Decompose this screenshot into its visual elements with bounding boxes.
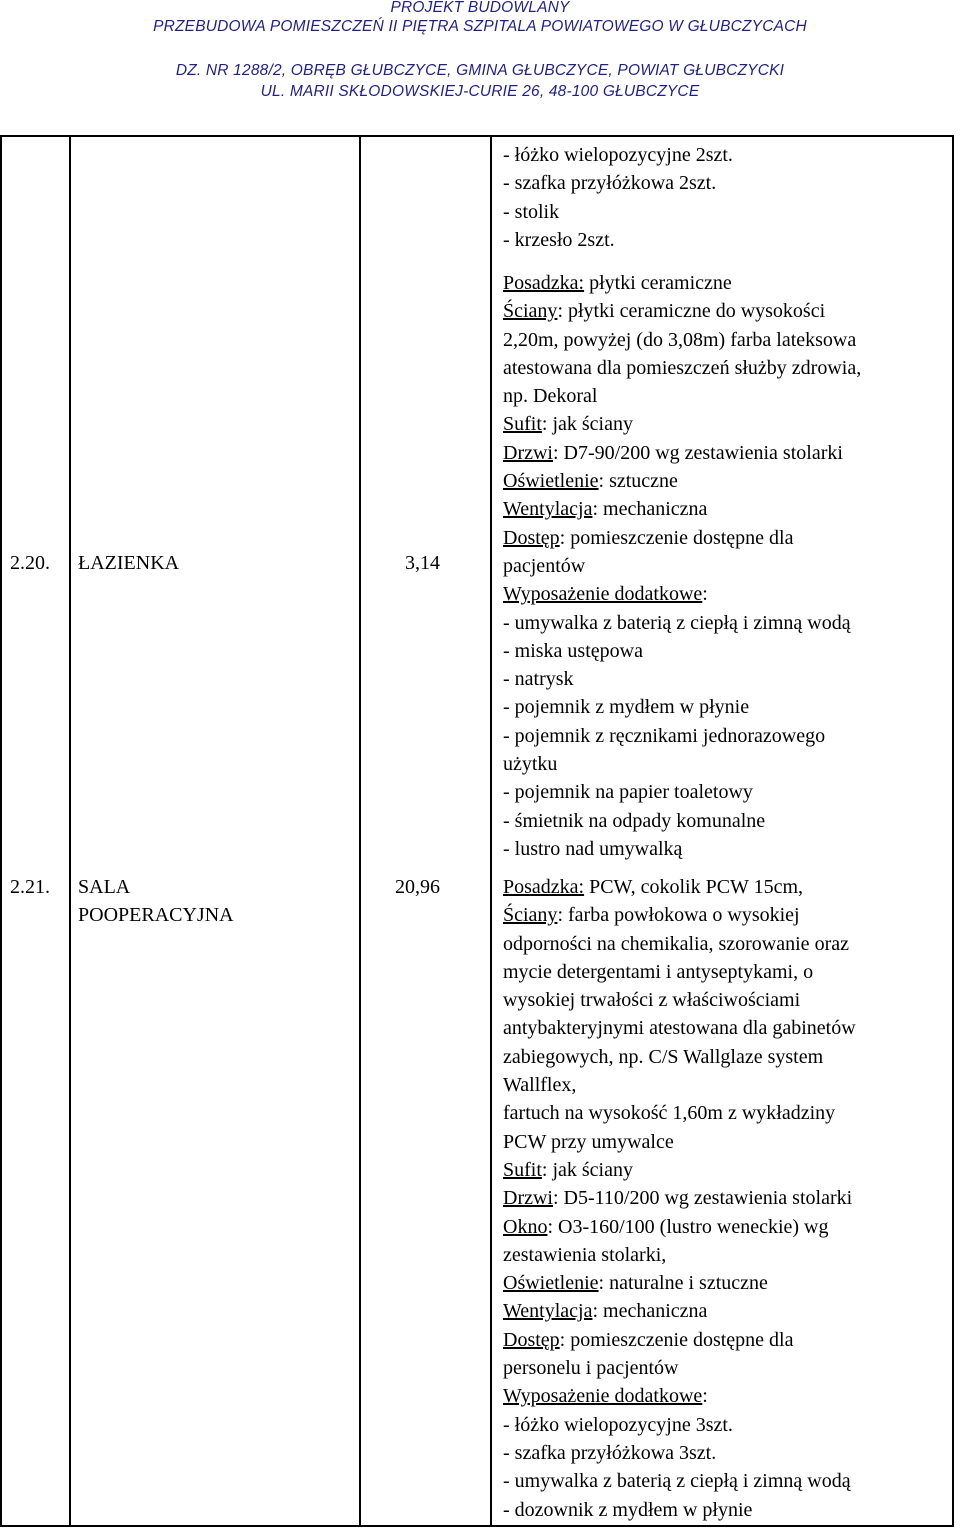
description-line (503, 382, 861, 410)
field-label: Oświetlenie (503, 470, 599, 493)
field-label: Wentylacja (503, 498, 593, 521)
field-label: Ściany (503, 904, 558, 927)
description-line (503, 930, 856, 958)
field-label: Wyposażenie dodatkowe (503, 1385, 703, 1408)
description-line (503, 750, 861, 778)
field-value: : (702, 583, 708, 606)
description-line (503, 1099, 856, 1127)
description-line (503, 1467, 856, 1495)
column-divider (69, 137, 71, 1525)
continuation-equipment-list (503, 141, 733, 254)
description-line (503, 901, 856, 929)
description-line (503, 986, 856, 1014)
field-value: - umywalka z baterią z ciepłą i zimną wodą (503, 1470, 851, 1493)
description-line (503, 495, 861, 523)
field-value: : płytki ceramiczne do wysokości (557, 300, 826, 323)
room-number: 2.21. (10, 876, 50, 898)
field-value: np. Dekoral (503, 385, 598, 408)
description-line (503, 1184, 856, 1212)
list-item: - szafka przyłóżkowa 2szt. (503, 172, 717, 195)
field-value: odporności na chemikalia, szorowanie oraz (503, 932, 849, 955)
field-value: - natrysk (503, 668, 574, 691)
field-label: Wentylacja (503, 1300, 593, 1323)
description-line (503, 467, 861, 495)
description-line (503, 269, 861, 297)
description-line (503, 722, 861, 750)
description-line (503, 580, 861, 608)
header-project-title: PRZEBUDOWA POMIESZCZEŃ II PIĘTRA SZPITALA POWIATOWEGO W GŁUBCZYCACH (153, 18, 807, 35)
field-value: - pojemnik z mydłem w płynie (503, 696, 750, 719)
field-label: Drzwi (503, 1187, 553, 1210)
field-value: - umywalka z baterią z ciepłą i zimną wodą (503, 611, 851, 634)
field-value: : farba powłokowa o wysokiej (557, 904, 800, 927)
description-line (503, 354, 861, 382)
field-label: Sufit (503, 413, 542, 436)
description-line (503, 326, 861, 354)
field-label: Oświetlenie (503, 1272, 599, 1295)
field-value: pacjentów (503, 554, 586, 577)
description-line (503, 1269, 856, 1297)
description-line (503, 637, 861, 665)
field-label: Okno (503, 1215, 548, 1238)
field-value: : jak ściany (541, 413, 633, 436)
list-item: - stolik (503, 200, 560, 223)
field-value: - śmietnik na odpady komunalne (503, 809, 766, 832)
description-line (503, 1326, 856, 1354)
description-line (503, 410, 861, 438)
field-value: płytki ceramiczne (584, 272, 732, 294)
field-value: : pomieszczenie dostępne dla (559, 526, 794, 549)
field-value: : mechaniczna (592, 1300, 708, 1323)
header-plot-info: DZ. NR 1288/2, OBRĘB GŁUBCZYCE, GMINA GŁUBCZYCE, POWIAT GŁUBCZYCKI (175, 62, 785, 79)
description-line (503, 297, 861, 325)
description-line (503, 1213, 856, 1241)
description-line (503, 1128, 856, 1156)
field-value: - pojemnik na papier toaletowy (503, 781, 753, 804)
field-value: : D5-110/200 wg zestawienia stolarki (552, 1187, 853, 1210)
field-value: Wallflex, (503, 1074, 577, 1097)
header-address: UL. MARII SKŁODOWSKIEJ-CURIE 26, 48-100 GŁUBCZYCE (260, 83, 700, 100)
field-value: - łóżko wielopozycyjne 3szt. (503, 1413, 733, 1436)
field-value: : sztuczne (598, 470, 678, 493)
room-description (503, 269, 861, 863)
field-value: : mechaniczna (592, 498, 708, 521)
description-line (503, 778, 861, 806)
description-line (503, 552, 861, 580)
field-label: Wyposażenie dodatkowe (503, 583, 703, 606)
room-description (503, 873, 856, 1524)
field-label: Posadzka: (503, 876, 585, 898)
field-value: fartuch na wysokość 1,60m z wykładziny (503, 1102, 836, 1125)
description-line (503, 1411, 856, 1439)
field-value: : pomieszczenie dostępne dla (559, 1328, 794, 1351)
field-value: - dozownik z mydłem w płynie (503, 1498, 753, 1521)
field-label: Dostęp (503, 526, 560, 549)
description-line (503, 807, 861, 835)
description-line (503, 1071, 856, 1099)
field-value: - miska ustępowa (503, 639, 643, 662)
field-label: Dostęp (503, 1328, 560, 1351)
field-value: atestowana dla pomieszczeń służby zdrowia, (503, 356, 862, 379)
column-divider (490, 137, 492, 1525)
room-name: ŁAZIENKA (78, 552, 180, 574)
list-item: - łóżko wielopozycyjne 2szt. (503, 144, 733, 166)
field-value: - pojemnik z ręcznikami jednorazowego (503, 724, 826, 747)
field-value: : D7-90/200 wg zestawienia stolarki (552, 441, 843, 464)
field-label: Drzwi (503, 441, 553, 464)
room-number: 2.20. (10, 552, 50, 574)
description-line (503, 1043, 856, 1071)
description-line (503, 693, 861, 721)
field-value: PCW przy umywalce (503, 1130, 674, 1153)
description-line (503, 1014, 856, 1042)
description-line (503, 1382, 856, 1410)
field-value: : O3-160/100 (lustro weneckie) wg (547, 1215, 829, 1238)
description-line (503, 1241, 856, 1269)
field-label: Posadzka: (503, 272, 585, 294)
description-line (503, 1156, 856, 1184)
list-item: - krzesło 2szt. (503, 228, 615, 251)
field-value: użytku (503, 753, 558, 776)
description-line (503, 439, 861, 467)
description-line (503, 609, 861, 637)
description-line (503, 958, 856, 986)
field-value: : naturalne i sztuczne (598, 1272, 768, 1295)
description-line (503, 524, 861, 552)
field-value: - szafka przyłóżkowa 3szt. (503, 1441, 717, 1464)
header-project-type: PROJEKT BUDOWLANY (390, 0, 570, 16)
room-name-line: SALA (78, 876, 131, 898)
description-line (503, 1297, 856, 1325)
description-line (503, 1439, 856, 1467)
field-value: : (702, 1385, 708, 1408)
field-value: zabiegowych, np. C/S Wallglaze system (503, 1045, 824, 1068)
description-line (503, 1354, 856, 1382)
field-value: mycie detergentami i antyseptykami, o (503, 960, 814, 983)
field-value: antybakteryjnymi atestowana dla gabinetów (503, 1017, 856, 1040)
room-area: 20,96 (395, 876, 440, 898)
field-value: PCW, cokolik PCW 15cm, (584, 876, 803, 898)
field-value: personelu i pacjentów (503, 1357, 679, 1380)
room-name-line: POOPERACYJNA (78, 904, 234, 927)
description-line (503, 665, 861, 693)
field-label: Ściany (503, 300, 558, 323)
field-value: zestawienia stolarki, (503, 1243, 667, 1266)
field-label: Sufit (503, 1158, 542, 1181)
rooms-table (0, 135, 954, 1527)
column-divider (359, 137, 361, 1525)
description-line (503, 1496, 856, 1524)
field-value: wysokiej trwałości z właściwościami (503, 989, 801, 1012)
description-line (503, 835, 861, 863)
field-value: - lustro nad umywalką (503, 837, 683, 860)
field-value: 2,20m, powyżej (do 3,08m) farba lateksowa (503, 328, 857, 351)
field-value: : jak ściany (541, 1158, 633, 1181)
room-area: 3,14 (405, 552, 440, 574)
description-line (503, 873, 856, 901)
